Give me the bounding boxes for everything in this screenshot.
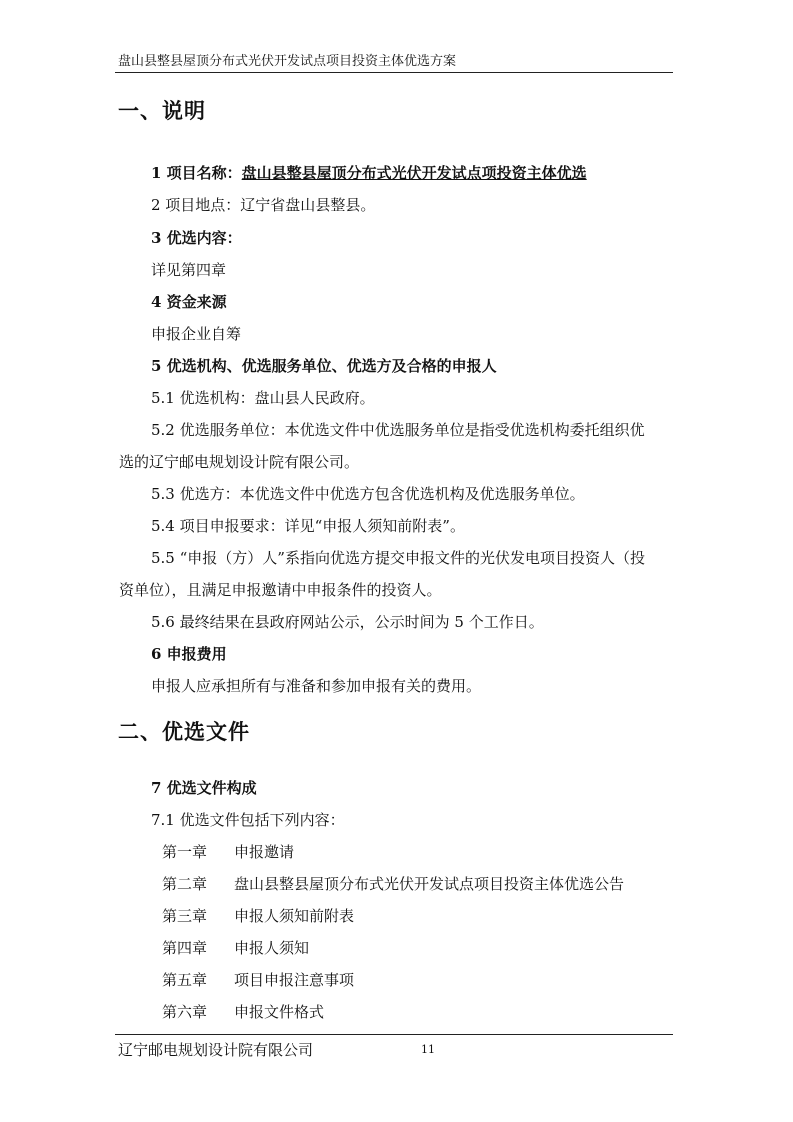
item-fees: 6 申报费用 bbox=[151, 645, 227, 663]
item-5-3: 5.3 优选方：本优选文件中优选方包含优选机构及优选服务单位。 bbox=[151, 485, 585, 503]
chapter-row bbox=[162, 873, 625, 894]
item-5-5: 5.5 “申报（方）人”系指向优选方提交申报文件的光伏发电项目投资人（投 bbox=[151, 549, 645, 567]
item-doc-composition: 7 优选文件构成 bbox=[151, 779, 257, 797]
item-5-5-cont: 资单位），且满足申报邀请中申报条件的投资人。 bbox=[119, 581, 442, 599]
chapter-title: 申报人须知前附表 bbox=[234, 907, 355, 925]
chapter-number: 第四章 bbox=[162, 939, 208, 957]
item-5-6: 5.6 最终结果在县政府网站公示，公示时间为 5 个工作日。 bbox=[151, 613, 544, 631]
section-heading-2: 二、优选文件 bbox=[118, 719, 250, 744]
chapter-number: 第五章 bbox=[162, 971, 208, 989]
chapter-row bbox=[162, 905, 355, 926]
item-5-2: 5.2 优选服务单位：本优选文件中优选服务单位是指受优选机构委托组织优 bbox=[151, 421, 645, 439]
chapter-title: 项目申报注意事项 bbox=[234, 971, 355, 989]
item-selection-content: 3 优选内容： bbox=[151, 229, 242, 247]
item-project-name-value: 盘山县整县屋顶分布式光伏开发试点项投资主体优选 bbox=[241, 164, 587, 182]
chapter-row bbox=[162, 969, 355, 990]
chapter-title: 申报人须知 bbox=[234, 939, 310, 957]
chapter-title: 申报文件格式 bbox=[234, 1003, 325, 1021]
item-selection-content-detail: 详见第四章 bbox=[151, 261, 227, 279]
header-title: 盘山县整县屋顶分布式光伏开发试点项目投资主体优选方案 bbox=[118, 54, 457, 69]
item-5-2-cont: 选的辽宁邮电规划设计院有限公司。 bbox=[119, 453, 360, 471]
footer-organization: 辽宁邮电规划设计院有限公司 bbox=[118, 1041, 314, 1059]
item-5-4: 5.4 项目申报要求：详见“申报人须知前附表”。 bbox=[151, 517, 465, 535]
item-project-name bbox=[151, 162, 587, 183]
item-5-1: 5.1 优选机构：盘山县人民政府。 bbox=[151, 389, 375, 407]
page-number: 11 bbox=[421, 1043, 435, 1056]
item-project-name-label: 1 项目名称： bbox=[151, 164, 242, 182]
header-rule bbox=[115, 72, 673, 73]
item-project-location: 2 项目地点：辽宁省盘山县整县。 bbox=[151, 196, 376, 214]
chapter-title: 盘山县整县屋顶分布式光伏开发试点项目投资主体优选公告 bbox=[234, 875, 625, 893]
footer-rule bbox=[115, 1034, 673, 1035]
item-funding-source-detail: 申报企业自筹 bbox=[151, 325, 242, 343]
chapter-row bbox=[162, 1001, 325, 1022]
section-heading-1: 一、说明 bbox=[118, 98, 206, 123]
item-fees-detail: 申报人应承担所有与准备和参加申报有关的费用。 bbox=[151, 677, 482, 695]
chapter-number: 第三章 bbox=[162, 907, 208, 925]
item-7-1: 7.1 优选文件包括下列内容： bbox=[151, 811, 345, 829]
item-parties: 5 优选机构、优选服务单位、优选方及合格的申报人 bbox=[151, 357, 497, 375]
chapter-row bbox=[162, 841, 295, 862]
chapter-number: 第六章 bbox=[162, 1003, 208, 1021]
chapter-title: 申报邀请 bbox=[234, 843, 295, 861]
chapter-number: 第一章 bbox=[162, 843, 208, 861]
chapter-row bbox=[162, 937, 310, 958]
item-funding-source: 4 资金来源 bbox=[151, 293, 227, 311]
chapter-number: 第二章 bbox=[162, 875, 208, 893]
